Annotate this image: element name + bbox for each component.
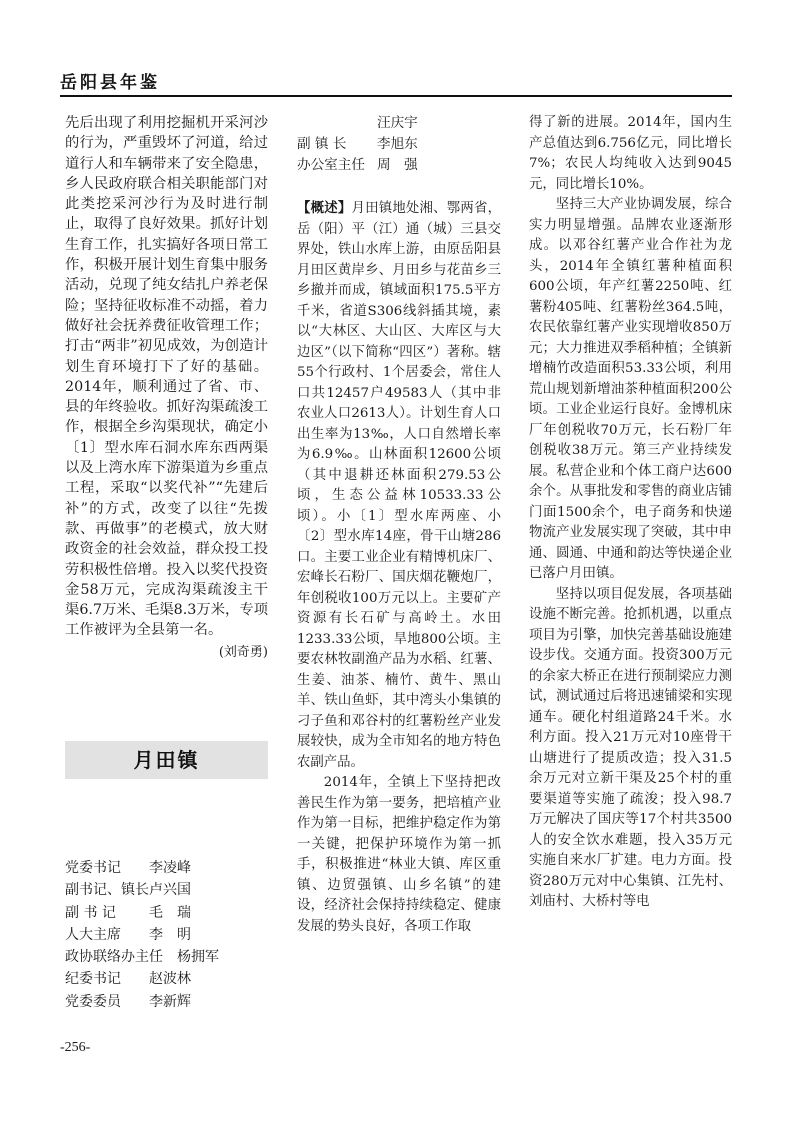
column-3 [529, 113, 732, 913]
staff-row [65, 991, 275, 1013]
staff-name: 李新辉 [149, 993, 191, 1010]
staff-row [65, 879, 275, 901]
staff-list [65, 857, 275, 1013]
body-paragraph: 坚持三大产业协调发展，综合实力明显增强。品牌农业逐渐形成。以邓谷红薯产业合作社为龙头，2014年全镇红薯种植面积600公顷，年产红薯2250吨、红薯粉405吨、红薯粉丝364.5吨，农民依靠红薯产业实现增收850万元；大力推进双季稻种植；全镇新增楠竹改造面积53.33公顷，利用荒山规划新增油茶种植面积200公顷。工业企业运行良好。金博机床厂年创税收70万元，长石粉厂年创税收38万元。第三产业持续发展。私营企业和个体工商户达600余个。从事批发和零售的商业店铺门面1500余个，电子商务和快递物流产业发展实现了突破，其中申通、圆通、中通和韵达等快递企业已落户月田镇。 [529, 197, 732, 581]
staff-row [65, 946, 275, 968]
staff-row [65, 902, 275, 924]
staff-title: 政协联络办主任 [65, 949, 163, 966]
staff-name: 毛 瑞 [149, 904, 191, 921]
staff-title: 副 镇 长 [297, 136, 347, 152]
staff-name: 李 明 [149, 926, 191, 943]
staff-title: 纪委书记 [65, 971, 121, 988]
staff-row [65, 924, 275, 946]
overview-paragraph [297, 199, 501, 773]
body-paragraph: 2014年，全镇上下坚持把改善民生作为第一要务，把培植产业作为第一目标，把维护稳定作为第一关键，把保护环境作为第一抓手，积极推进“林业大镇、库区重镇、边贸强镇、山乡名镇”的建设，经济社会保持持续稳定、健康发展的势头良好，各项工作取 [297, 775, 501, 934]
author-credit: (刘奇勇) [218, 644, 268, 660]
staff-title: 党委书记 [65, 860, 121, 876]
column-1 [65, 113, 268, 663]
staff-name: 周 强 [377, 157, 418, 173]
staff-row [297, 113, 501, 134]
column-2 [297, 113, 501, 937]
overview-label: 【概述】 [297, 201, 352, 216]
staff-title: 副 书 记 [65, 904, 116, 921]
staff-name: 赵波林 [149, 971, 191, 988]
staff-row [65, 968, 275, 990]
staff-row [297, 155, 501, 176]
staff-title: 人大主席 [65, 926, 121, 943]
staff-title [297, 113, 377, 134]
overview-text: 月田镇地处湘、鄂两省，岳（阳）平（江）通（城）三县交界处，铁山水库上游，由原岳阳县月田区黄岸乡、月田乡与花苗乡三乡撤并而成，镇域面积175.5平方千米，省道S306线斜插其境，素以“大林区、大山区、大库区与大边区”（以下简称“四区”）著称。辖55个行政村、1个居委会，常住人口共12457户49583人（其中非农业人口2613人）。计划生育人口出生率为13‰，人口自然增长率为6.9‰。山林面积12600公顷（其中退耕还林面积279.53公顷，生态公益林10533.33公顷）。小〔1〕型水库两座、小〔2〕型水库14座，骨干山塘286口。主要工业企业有精博机床厂、宏峰长石粉厂、国庆烟花鞭炮厂，年创税收100万元以上。主要矿产资源有长石矿与高岭土。水田1233.33公顷，旱地800公顷。主要农林牧副渔产品为水稻、红薯、生姜、油茶、楠竹、黄牛、黑山羊、铁山鱼虾，其中湾头小集镇的刁子鱼和邓谷村的红薯粉丝产业发展较快，成为全市知名的地方特色农副产品。 [297, 201, 502, 770]
staff-name: 李凌峰 [149, 860, 191, 876]
header-rule [60, 95, 732, 97]
staff-row [297, 134, 501, 155]
staff-title: 办公室主任 [297, 157, 365, 173]
body-paragraph: 得了新的进展。2014年，国内生产总值达到6.756亿元，同比增长7%；农民人均纯收入达到9045元，同比增长10%。 [529, 115, 732, 192]
staff-title: 党委委员 [65, 993, 121, 1010]
body-paragraph: 坚持以项目促发展，各项基础设施不断完善。抢抓机遇，以重点项目为引擎，加快完善基础设施建设步伐。交通方面。投资300万元的余家大桥正在进行预制梁应力测试，测试通过后将迅速铺梁和实现通车。硬化村组道路24千米。水利方面。投入21万元对10座骨干山塘进行了提质改造；投入31.5余万元对立新干渠及25个村的重要渠道等实施了疏浚；投入98.7万元解决了国庆等17个村共3500人的安全饮水难题，投入35万元实施自来水厂扩建。电力方面。投资280万元对中心集镇、江先村、刘庙村、大桥村等电 [529, 586, 732, 909]
staff-name: 杨拥军 [177, 949, 219, 966]
page-number: -256- [60, 1040, 91, 1055]
staff-row [65, 857, 275, 879]
staff-name: 汪庆宇 [377, 115, 418, 131]
staff-title: 副书记、镇长 [65, 882, 149, 899]
body-paragraph: 先后出现了利用挖掘机开采河沙的行为，严重毁坏了河道，给过道行人和车辆带来了安全隐患，乡人民政府联合相关职能部门对此类挖采河沙行为及时进行制止，取得了良好效果。抓好计划生育工作，扎实搞好各项日常工作，积极开展计划生育集中服务活动，兑现了纯女结扎户养老保险；坚持征收标准不动摇，着力做好社会抚养费征收管理工作；打击“两非”初见成效，为创造计划生育环境打下了好的基础。2014年，顺利通过了省、市、县的年终验收。抓好沟渠疏浚工作，根据全乡沟渠现状，确定小〔1〕型水库石洞水库东西两渠以及上湾水库下游渠道为乡重点工程，采取“以奖代补”“先建后补”的方式，改变了以往“先拨款、再做事”的老模式，放大财政资金的社会效益，群众投工投劳积极性倍增。投入以奖代投资金58万元，完成沟渠疏浚主干渠6.7万米、毛渠8.3万米，专项工作被评为全县第一名。 [65, 115, 268, 639]
section-title-banner: 月田镇 [65, 741, 268, 779]
staff-name: 李旭东 [377, 136, 418, 152]
running-head: 岳阳县年鉴 [60, 73, 160, 93]
staff-name: 卢兴国 [149, 882, 191, 899]
